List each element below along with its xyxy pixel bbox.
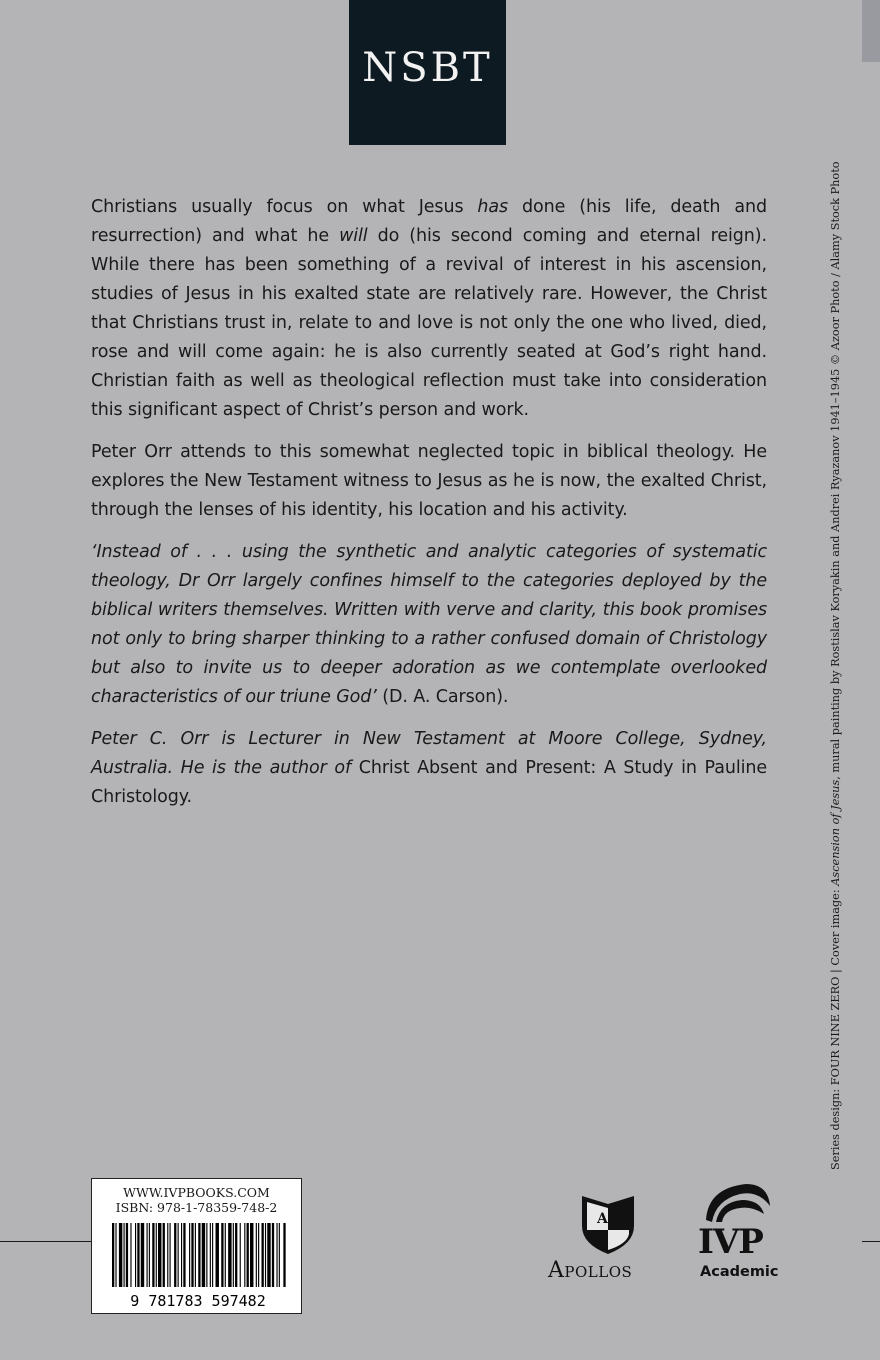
academic-wordmark: Academic: [700, 1264, 779, 1280]
svg-text:A: A: [597, 1211, 608, 1227]
blurb-paragraph-2: Peter Orr attends to this somewhat neglected topic in biblical theology. He explores the New Testament witness to Jesus as he is now, the exalted Christ, through the lenses of his identity, his location and his activity.: [91, 442, 767, 520]
barcode-panel: [91, 1178, 302, 1314]
ivp-flame-icon: [702, 1180, 772, 1224]
top-edge-mark: [862, 0, 880, 62]
isbn-number: ISBN: 978-1-78359-748-2: [115, 1200, 278, 1215]
author-bio: Peter C. Orr is Lecturer in New Testament at Moore College, Sydney, Australia. He is the author of Christ Absent and Present: A Study in Pauline Christology.: [91, 729, 767, 807]
barcode-digits: 9 781783 597482: [130, 1292, 266, 1309]
apollos-shield-icon: [578, 1190, 638, 1256]
blurb: [91, 193, 767, 825]
trim-line-left: [0, 1241, 91, 1242]
trim-line-right: [862, 1241, 880, 1242]
blurb-paragraph-1: Christians usually focus on what Jesus has done (his life, death and resurrection) and what he will do (his second coming and eternal reign). While there has been something of a revival of interest in his ascension, studies of Jesus in his exalted state are relatively rare. However, the Christ that Christians trust in, relate to and love is not only the one who lived, died, rose and will come again: he is also currently seated at God’s right hand. Christian faith as well as theological reflection must take into consideration this significant aspect of Christ’s person and work.: [91, 197, 767, 420]
series-logo: [349, 0, 506, 145]
endorsement-quote: ‘Instead of . . . using the synthetic and analytic categories of systematic theology, Dr Orr largely confines himself to the categories deployed by the biblical writers themselves. Written with verve and clarity, this book promises not only to bring sharper thinking to a rather confused domain of Christology but also to invite us to deeper adoration as we contemplate overlooked characteristics of our triune God’ (D. A. Carson).: [91, 542, 767, 707]
ivp-wordmark: IVP: [698, 1222, 763, 1262]
barcode-graphic: [108, 1223, 288, 1309]
cover-credits: Series design: FOUR NINE ZERO | Cover image: Ascension of Jesus, mural painting by Rostislav Koryakin and Andrei Ryazanov 1941–1945 © Azoor Photo / Alamy Stock Photo: [829, 161, 842, 1170]
apollos-wordmark: Apollos: [548, 1258, 633, 1283]
website-url: WWW.IVPBOOKS.COM: [123, 1185, 270, 1200]
series-logo-text: NSBT: [362, 44, 493, 91]
